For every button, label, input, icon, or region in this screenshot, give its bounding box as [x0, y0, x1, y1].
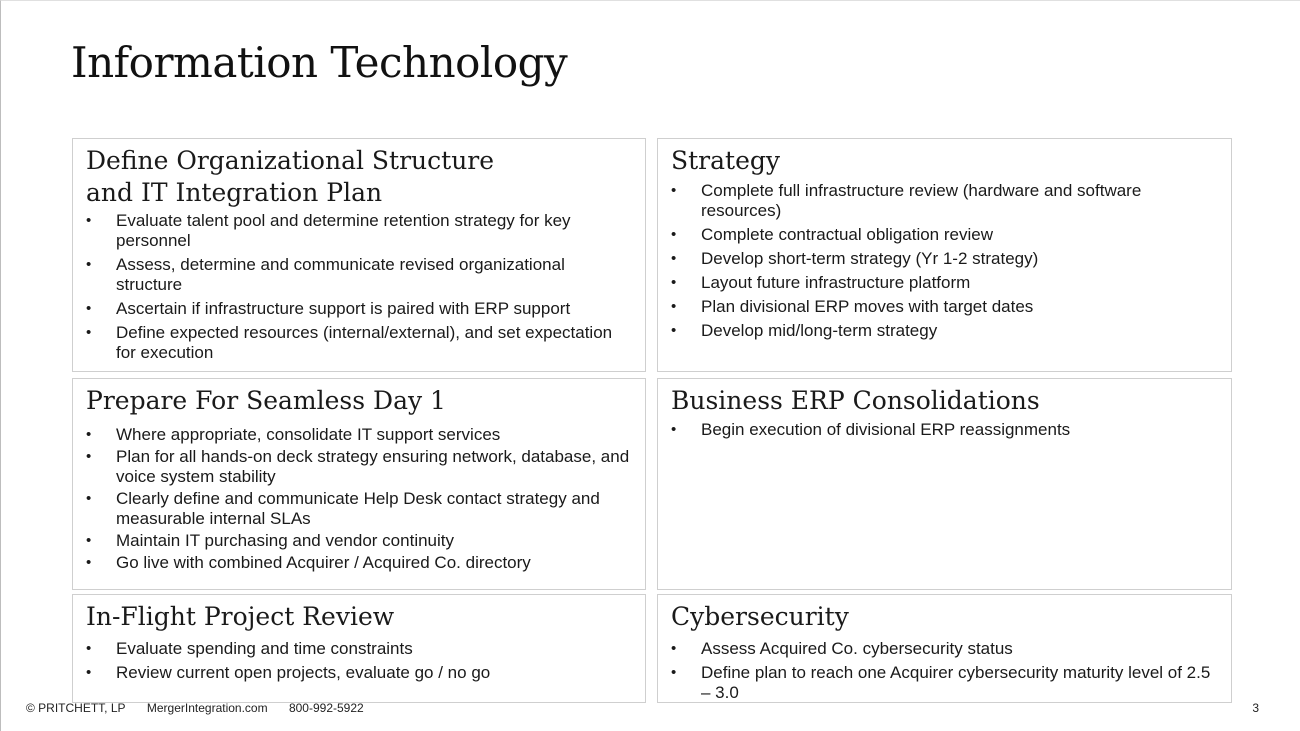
panel-title: In-Flight Project Review	[86, 602, 395, 631]
bullet-item: • Layout future infrastructure platform	[671, 273, 1221, 293]
panel-cybersecurity	[657, 594, 1232, 703]
footer	[26, 701, 382, 715]
panel-title: Cybersecurity	[671, 602, 849, 631]
panel-strategy	[657, 138, 1232, 372]
bullet-item: • Maintain IT purchasing and vendor continuity	[86, 531, 635, 551]
bullet-item: • Ascertain if infrastructure support is paired with ERP support	[86, 299, 635, 319]
page-title: Information Technology	[71, 38, 568, 87]
bullet-list	[86, 425, 635, 573]
bullet-item: • Define plan to reach one Acquirer cybersecurity maturity level of 2.5 – 3.0	[671, 663, 1221, 703]
bullet-item: • Complete full infrastructure review (hardware and software resources)	[671, 181, 1221, 221]
bullet-item: • Evaluate talent pool and determine retention strategy for key personnel	[86, 211, 635, 251]
panel-erp-consolidations	[657, 378, 1232, 590]
bullet-item: • Complete contractual obligation review	[671, 225, 1221, 245]
bullet-list	[671, 420, 1221, 440]
panel-title: Define Organizational Structure and IT Integration Plan	[86, 146, 495, 207]
bullet-item: • Develop mid/long-term strategy	[671, 321, 1221, 341]
bullet-item: • Where appropriate, consolidate IT support services	[86, 425, 635, 445]
bullet-item: • Develop short-term strategy (Yr 1-2 strategy)	[671, 249, 1221, 269]
panel-title: Prepare For Seamless Day 1	[86, 386, 446, 415]
footer-website: MergerIntegration.com	[146, 701, 268, 715]
bullet-item: • Assess, determine and communicate revised organizational structure	[86, 255, 635, 295]
bullet-item: • Assess Acquired Co. cybersecurity status	[671, 639, 1221, 659]
bullet-item: • Clearly define and communicate Help Desk contact strategy and measurable internal SLAs	[86, 489, 635, 529]
panel-org-structure	[72, 138, 646, 372]
bullet-list	[671, 181, 1221, 341]
bullet-list	[671, 639, 1221, 703]
footer-copyright: © PRITCHETT, LP	[26, 701, 126, 715]
bullet-item: • Review current open projects, evaluate go / no go	[86, 663, 635, 683]
panel-title: Strategy	[671, 146, 780, 175]
bullet-list	[86, 211, 635, 363]
panel-title: Business ERP Consolidations	[671, 386, 1040, 415]
bullet-item: • Plan for all hands-on deck strategy ensuring network, database, and voice system stability	[86, 447, 635, 487]
bullet-item: • Define expected resources (internal/external), and set expectation for execution	[86, 323, 635, 363]
footer-phone: 800-992-5922	[288, 701, 364, 715]
bullet-item: • Go live with combined Acquirer / Acquired Co. directory	[86, 553, 635, 573]
panel-seamless-day-1	[72, 378, 646, 590]
panel-in-flight-review	[72, 594, 646, 703]
page-number: 3	[1252, 701, 1259, 715]
bullet-item: • Begin execution of divisional ERP reassignments	[671, 420, 1221, 440]
bullet-item: • Plan divisional ERP moves with target dates	[671, 297, 1221, 317]
bullet-item: • Evaluate spending and time constraints	[86, 639, 635, 659]
bullet-list	[86, 639, 635, 683]
